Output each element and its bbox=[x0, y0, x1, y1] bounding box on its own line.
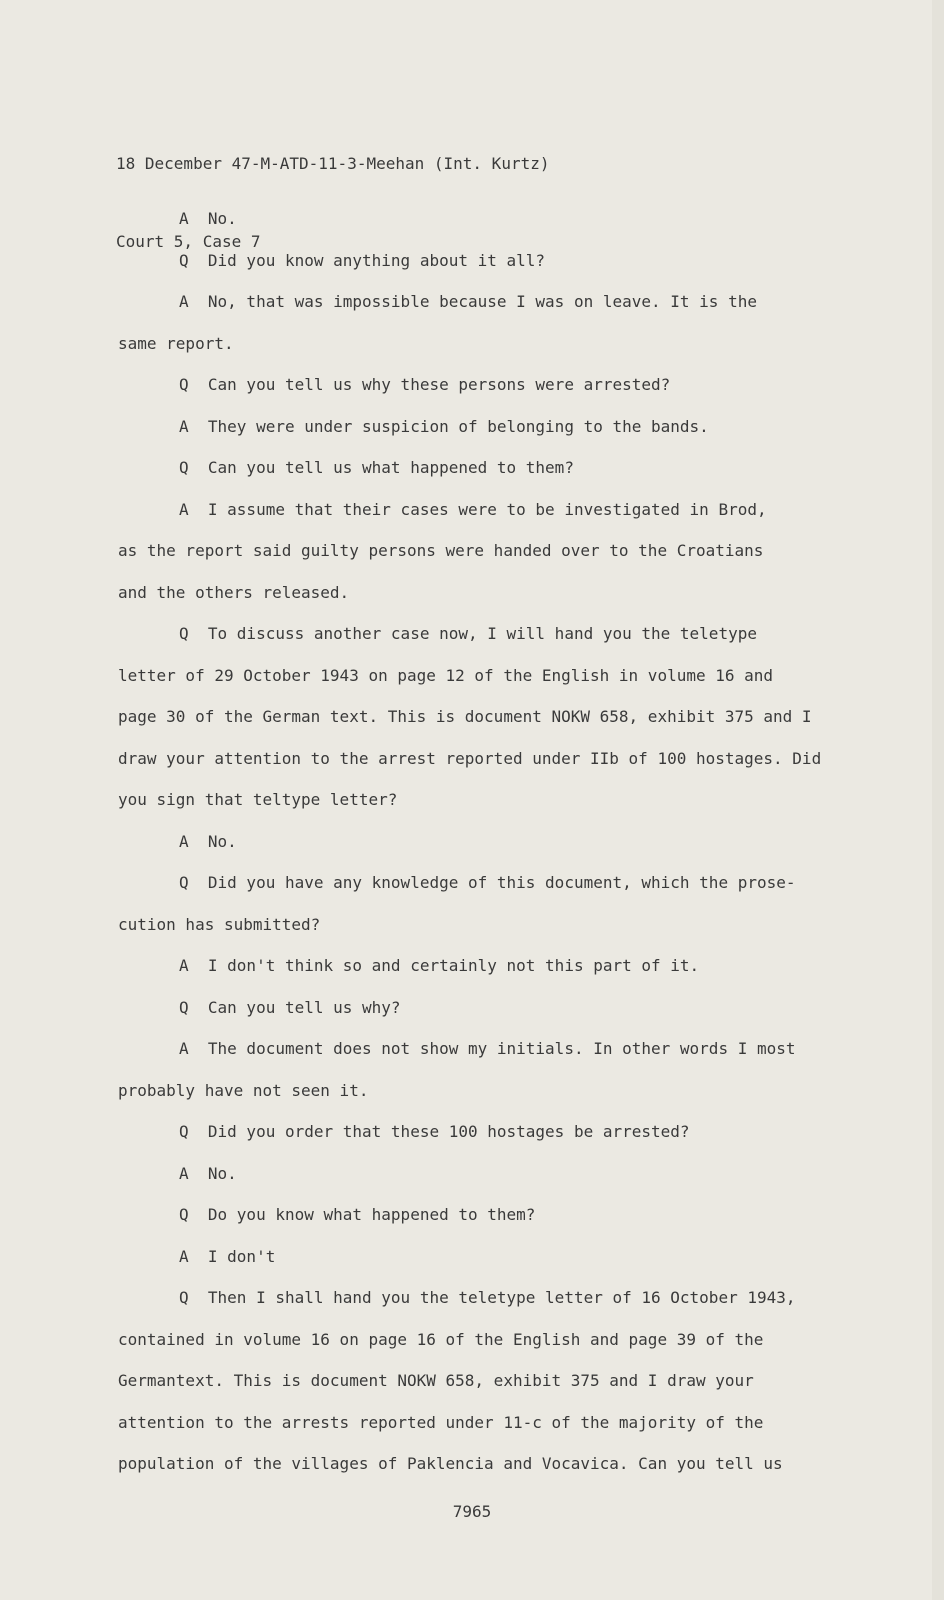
transcript-line: A They were under suspicion of belonging to the bands. bbox=[179, 416, 709, 436]
transcript-line: contained in volume 16 on page 16 of the English and page 39 of the bbox=[118, 1329, 764, 1349]
transcript-line: probably have not seen it. bbox=[118, 1080, 369, 1100]
transcript-line: A I assume that their cases were to be investigated in Brod, bbox=[179, 499, 767, 519]
transcript-line: same report. bbox=[118, 333, 234, 353]
transcript-line: and the others released. bbox=[118, 582, 350, 602]
transcript-line: A No. bbox=[179, 209, 237, 228]
transcript-line: A No, that was impossible because I was on leave. It is the bbox=[179, 292, 757, 311]
transcript-line: A The document does not show my initials. In other words I most bbox=[179, 1039, 796, 1058]
transcript-line: Q Can you tell us why? bbox=[179, 997, 401, 1017]
transcript-line: Q Then I shall hand you the teletype letter of 16 October 1943, bbox=[179, 1288, 796, 1307]
transcript-line: Q To discuss another case now, I will hand you the teletype bbox=[179, 624, 757, 643]
transcript-line: Q Did you know anything about it all? bbox=[179, 250, 546, 270]
transcript-line: Q Can you tell us why these persons were arrested? bbox=[179, 375, 671, 394]
transcript-line: population of the villages of Paklencia and Vocavica. Can you tell us bbox=[118, 1454, 783, 1473]
transcript-line: draw your attention to the arrest reported under IIb of 100 hostages. Did bbox=[118, 748, 822, 768]
transcript-line: A I don't bbox=[179, 1246, 276, 1266]
transcript-line: Q Did you order that these 100 hostages be arrested? bbox=[179, 1122, 690, 1141]
transcript-line: A No. bbox=[179, 1163, 237, 1183]
transcript-line: page 30 of the German text. This is document NOKW 658, exhibit 375 and I bbox=[118, 707, 812, 726]
transcript-line: Germantext. This is document NOKW 658, exhibit 375 and I draw your bbox=[118, 1371, 754, 1390]
header-line-2: Court 5, Case 7 bbox=[116, 232, 261, 251]
page-number: 7965 bbox=[452, 1502, 492, 1521]
transcript-line: A No. bbox=[179, 831, 237, 851]
transcript-line: cution has submitted? bbox=[118, 914, 321, 934]
transcript-line: attention to the arrests reported under 11-c of the majority of the bbox=[118, 1412, 764, 1432]
header-line-1: 18 December 47-M-ATD-11-3-Meehan (Int. Kurtz) bbox=[116, 154, 550, 173]
transcript-line: as the report said guilty persons were handed over to the Croatians bbox=[118, 541, 764, 560]
transcript-line: Q Do you know what happened to them? bbox=[179, 1205, 536, 1224]
transcript-line: Q Can you tell us what happened to them? bbox=[179, 458, 574, 477]
paper-edge bbox=[932, 0, 944, 1600]
transcript-line: you sign that teltype letter? bbox=[118, 790, 398, 809]
transcript-line: letter of 29 October 1943 on page 12 of the English in volume 16 and bbox=[118, 665, 774, 685]
transcript-body bbox=[118, 198, 878, 1485]
transcript-line: Q Did you have any knowledge of this document, which the prose- bbox=[179, 873, 796, 892]
transcript-line: A I don't think so and certainly not this part of it. bbox=[179, 956, 700, 975]
